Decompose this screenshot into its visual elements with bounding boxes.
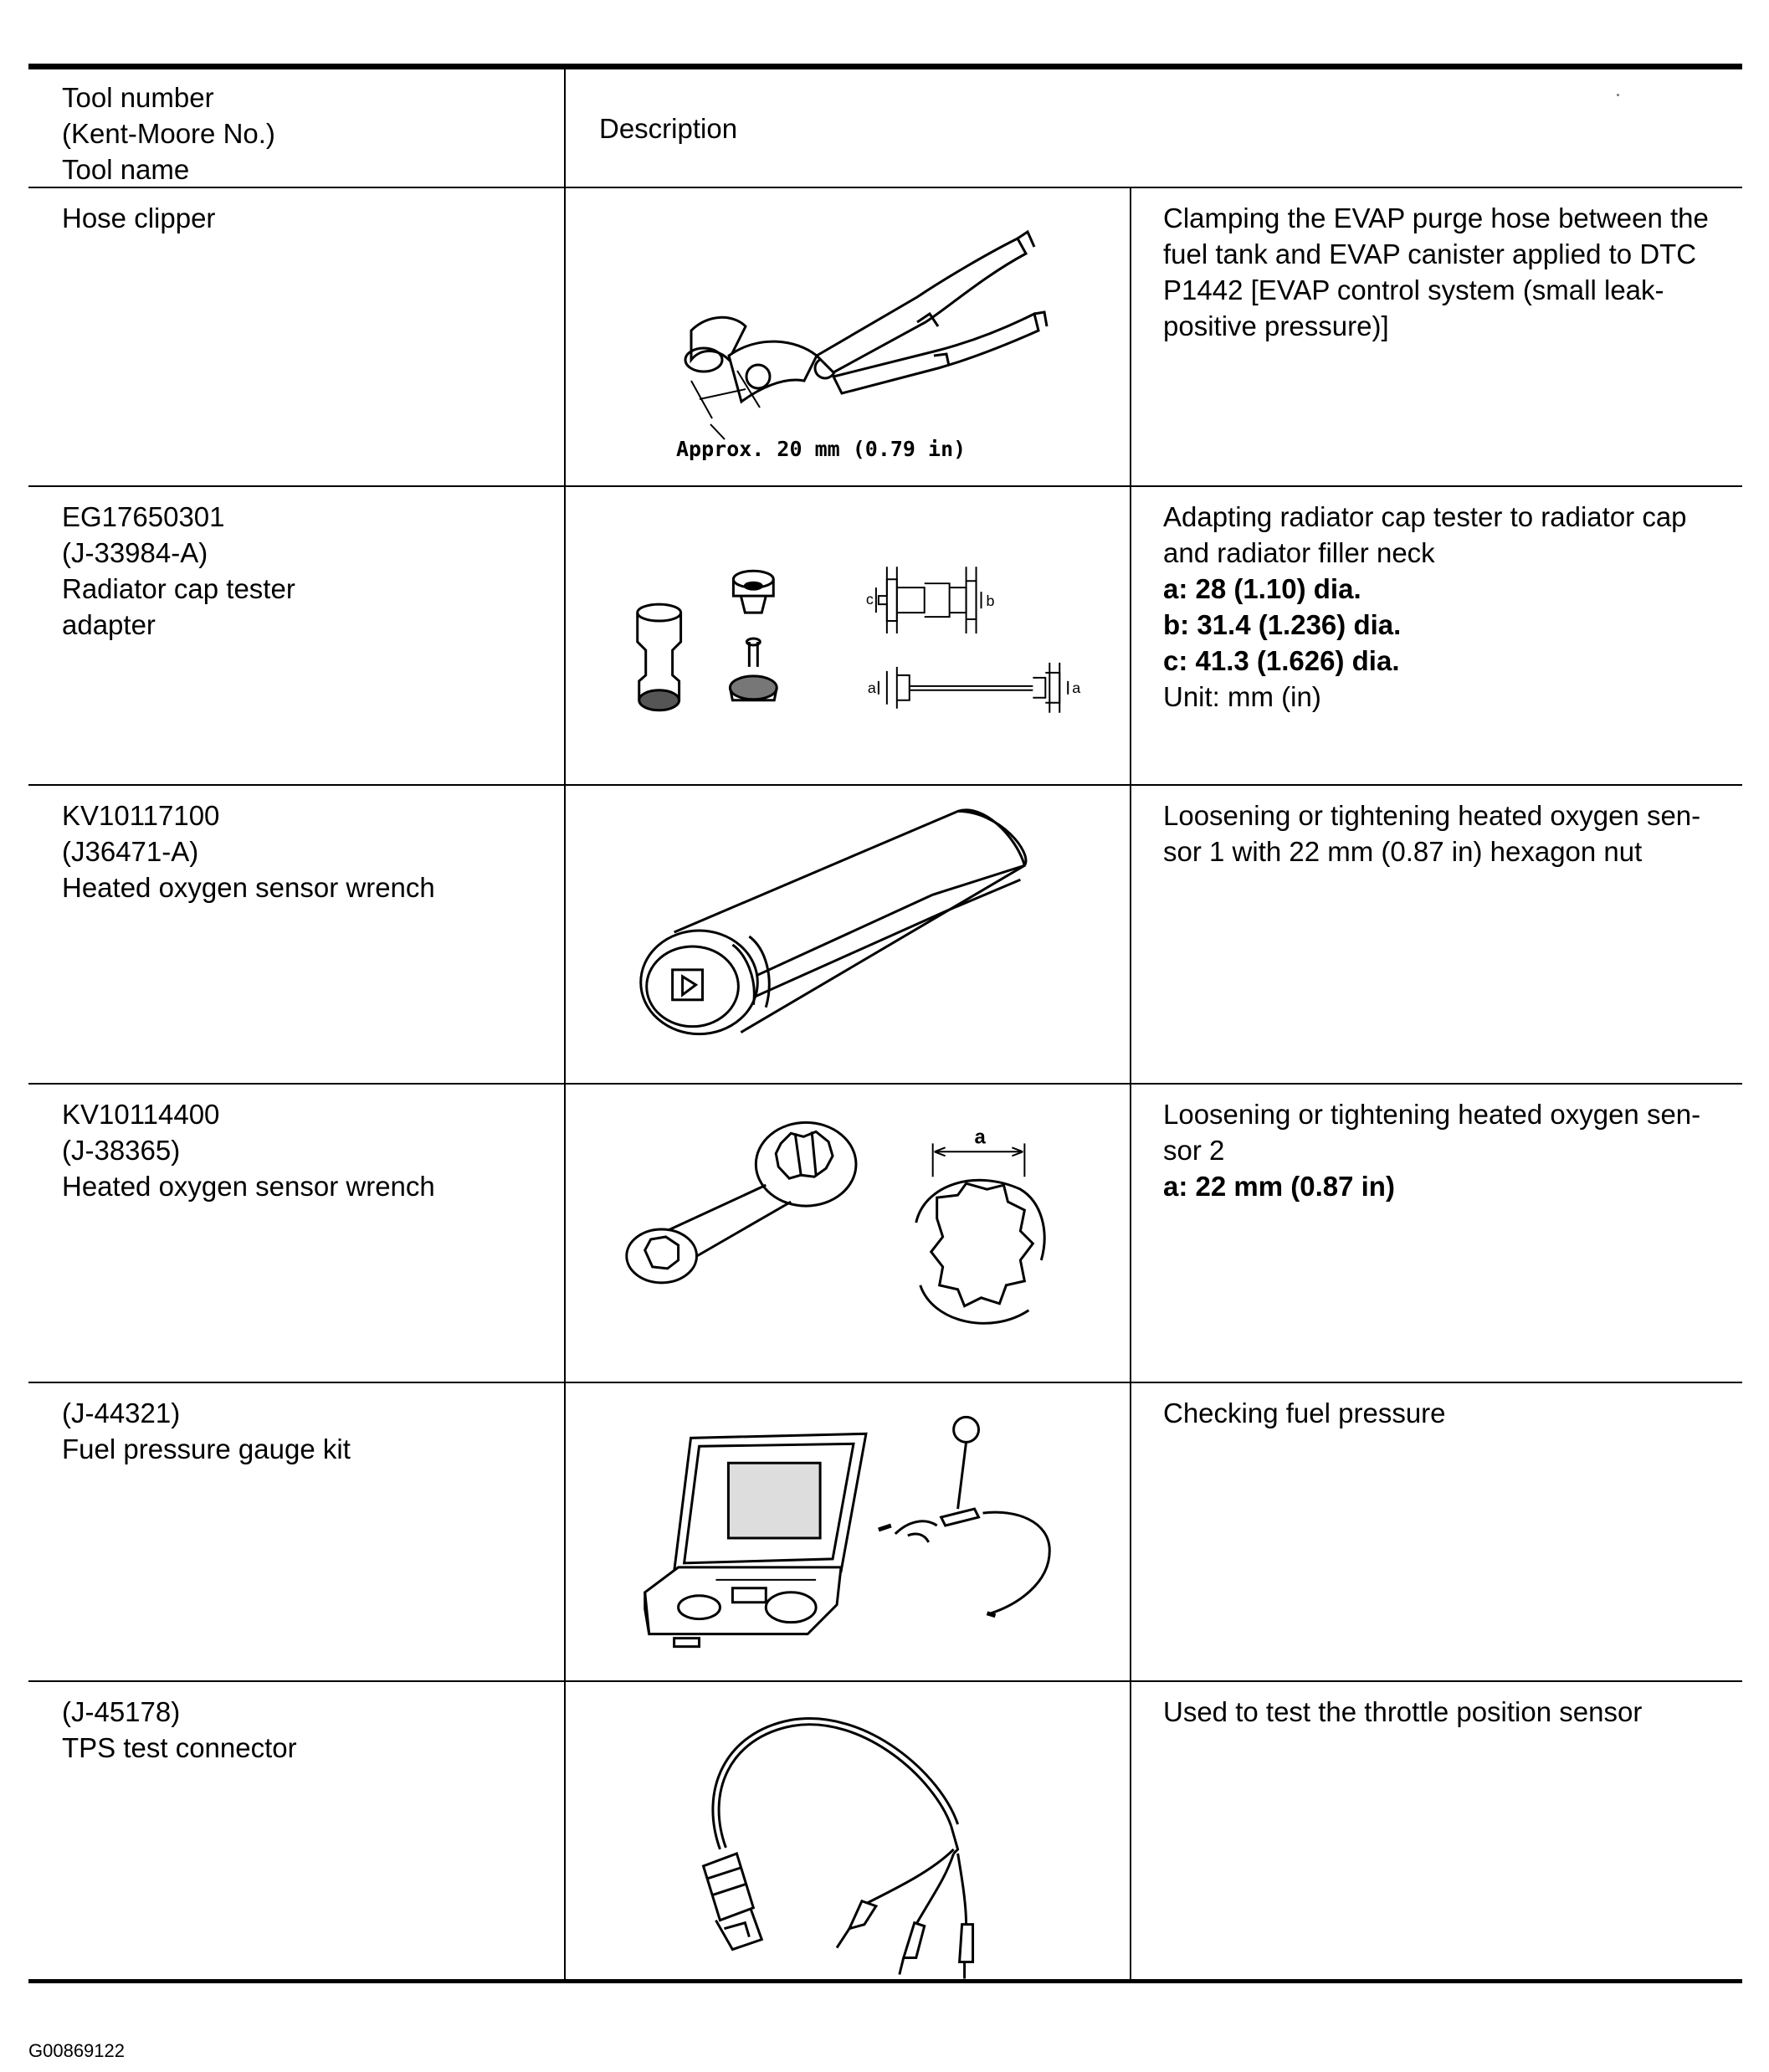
unit-line: Unit: mm (in) (1163, 681, 1321, 712)
description-cell (1130, 188, 1742, 485)
header-description: Description (599, 112, 738, 144)
header-tool-cell (28, 69, 564, 187)
description: Loosening or tightening heated oxygen sen-sor 2 (1163, 1099, 1701, 1166)
kent-moore-number: (J36471-A) (62, 836, 199, 867)
special-tools-table (28, 64, 1742, 1983)
header-description-cell (564, 69, 1742, 187)
table-row (28, 786, 1742, 1085)
description: Clamping the EVAP purge hose between the fuel tank and EVAP canister applied to DTC P1442 [EVAP control system (small leak-positive pressure)] (1163, 203, 1709, 341)
tool-name: Fuel pressure gauge kit (62, 1433, 351, 1464)
description: Used to test the throttle position sensor (1163, 1696, 1643, 1727)
tool-number: KV10117100 (62, 800, 220, 831)
description-cell (1130, 1682, 1742, 1979)
tool-image-cell (564, 1383, 1130, 1680)
spec-line: c: 41.3 (1.626) dia. (1163, 645, 1400, 676)
tool-image-cell (564, 786, 1130, 1083)
description: Loosening or tightening heated oxygen sen-sor 1 with 22 mm (0.87 in) hexagon nut (1163, 800, 1701, 867)
table-header-row (28, 69, 1742, 188)
tool-image-cell (564, 1085, 1130, 1382)
dimension-label-b: b (986, 592, 995, 610)
oxygen-sensor-ring-wrench-illustration (566, 1085, 1130, 1382)
tool-number: KV10114400 (62, 1099, 220, 1130)
tool-cell (28, 1682, 564, 1979)
fuel-pressure-gauge-kit-illustration (566, 1383, 1130, 1680)
header-line: Tool name (62, 154, 190, 185)
image-caption: Approx. 20 mm (0.79 in) (676, 437, 967, 461)
tool-cell (28, 786, 564, 1083)
radiator-cap-adapter-illustration (566, 487, 1130, 784)
tool-cell (28, 188, 564, 485)
description-cell (1130, 487, 1742, 784)
description-cell (1130, 1383, 1742, 1680)
tool-image-cell (564, 188, 1130, 485)
tool-cell (28, 1085, 564, 1382)
tool-name: Heated oxygen sensor wrench (62, 872, 435, 903)
tool-name: TPS test connector (62, 1732, 297, 1763)
tool-name: adapter (62, 609, 156, 640)
spec-line: a: 28 (1.10) dia. (1163, 573, 1361, 604)
table-row (28, 487, 1742, 786)
description: Adapting radiator cap tester to radiator cap and radiator filler neck (1163, 501, 1687, 568)
description: Checking fuel pressure (1163, 1398, 1446, 1428)
kent-moore-number: (J-44321) (62, 1398, 181, 1428)
dimension-label-a: a (974, 1126, 986, 1149)
header-line: Tool number (62, 82, 214, 113)
kent-moore-number: (J-38365) (62, 1135, 181, 1166)
header-line: (Kent-Moore No.) (62, 118, 275, 149)
table-row (28, 188, 1742, 487)
kent-moore-number: (J-45178) (62, 1696, 181, 1727)
spec-line: a: 22 mm (0.87 in) (1163, 1171, 1395, 1202)
tps-test-connector-illustration (566, 1682, 1130, 1979)
table-row (28, 1682, 1742, 1979)
tool-cell (28, 487, 564, 784)
kent-moore-number: (J-33984-A) (62, 537, 208, 568)
tool-name: Radiator cap tester (62, 573, 295, 604)
table-row (28, 1383, 1742, 1682)
dimension-label-c: c (865, 591, 874, 608)
description-cell (1130, 786, 1742, 1083)
figure-code: G00869122 (28, 2040, 125, 2061)
tool-image-cell (564, 487, 1130, 784)
tool-image-cell (564, 1682, 1130, 1979)
spec-line: b: 31.4 (1.236) dia. (1163, 609, 1402, 640)
dimension-label-a: a (867, 679, 876, 696)
tool-name: Hose clipper (62, 203, 216, 233)
description-cell (1130, 1085, 1742, 1382)
oxygen-sensor-socket-illustration (566, 786, 1130, 1083)
tool-name: Heated oxygen sensor wrench (62, 1171, 435, 1202)
tool-cell (28, 1383, 564, 1680)
dimension-label-a: a (1072, 679, 1081, 696)
tool-number: EG17650301 (62, 501, 225, 532)
table-row (28, 1085, 1742, 1383)
